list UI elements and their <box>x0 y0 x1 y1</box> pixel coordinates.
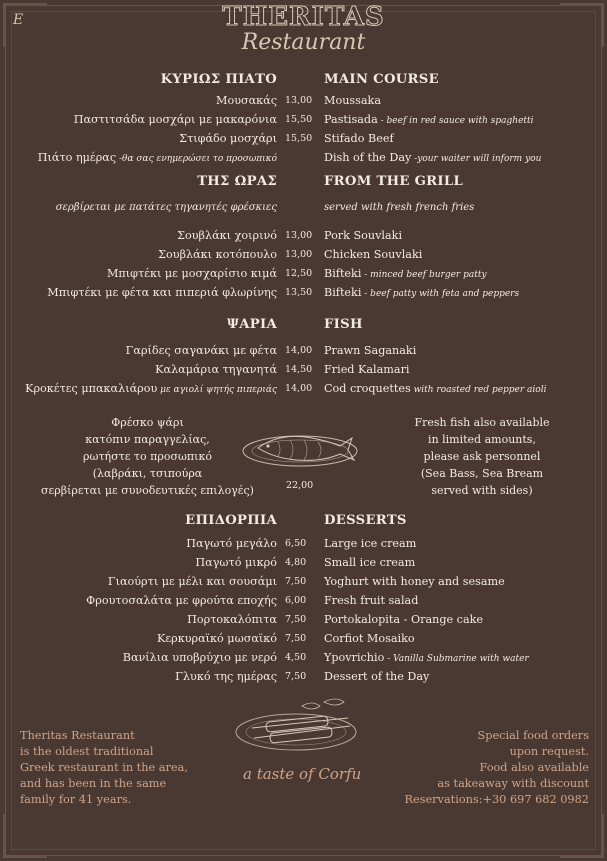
section-subtitle-grill <box>0 198 607 217</box>
item-name-gr: Κροκέτες μπακαλιάρου <box>25 382 158 395</box>
item-note-en: -your waiter will inform you <box>411 154 542 164</box>
fresh-fish-en-line: served with sides) <box>431 484 533 497</box>
footer-info-line: Special food orders <box>477 729 589 742</box>
item-name-en: Stifado Beef <box>324 132 394 145</box>
item-note-en: with roasted red pepper aioli <box>410 385 547 395</box>
menu-item <box>0 245 607 264</box>
item-price: 13,00 <box>285 249 313 260</box>
item-note-en: - minced beef burger patty <box>361 270 487 280</box>
footer-about-line: Theritas Restaurant <box>20 729 135 742</box>
menu-item <box>0 91 607 110</box>
subtitle-gr: σερβίρεται με πατάτες τηγανητές φρέσκιες <box>55 202 277 213</box>
section-title-gr: ΨΑΡΙΑ <box>226 317 277 332</box>
fresh-fish-en-line: in limited amounts, <box>428 433 536 446</box>
item-price: 6,00 <box>285 595 307 606</box>
item-name-en: Ypovrichio <box>324 651 385 664</box>
brand-subtitle: Restaurant <box>241 30 366 55</box>
item-name-en: Dish of the Day <box>324 151 412 164</box>
item-name-gr: Παγωτό μικρό <box>195 556 277 569</box>
section-title-gr: ΕΠΙΔΟΡΠΙΑ <box>185 513 277 528</box>
footer-about-line: and has been in the same <box>20 777 167 790</box>
fresh-fish-gr-line: σερβίρεται με συνοδευτικές επιλογές) <box>41 484 254 497</box>
item-name-en: Fried Kalamari <box>324 363 410 376</box>
section-title-gr: ΚΥΡΙΩΣ ΠΙΑΤΟ <box>160 72 277 87</box>
item-price: 14,50 <box>285 364 313 375</box>
item-price: 7,50 <box>285 576 307 587</box>
item-name-en: Chicken Souvlaki <box>324 248 423 261</box>
item-name-gr: Πορτοκαλόπιτα <box>187 613 277 626</box>
footer-info-line: upon request. <box>509 745 589 758</box>
menu-item <box>0 341 607 360</box>
fresh-fish-en <box>380 414 584 499</box>
menu-item <box>0 360 607 379</box>
item-price: 14,00 <box>285 345 313 356</box>
item-name-en: Prawn Saganaki <box>324 344 417 357</box>
item-price: 14,00 <box>285 383 313 394</box>
menu-item <box>0 572 607 591</box>
item-price: 15,50 <box>285 133 313 144</box>
item-name-en: Yoghurt with honey and sesame <box>324 575 505 588</box>
item-name-en: Fresh fruit salad <box>324 594 419 607</box>
menu-item <box>0 283 607 302</box>
reservations-phone[interactable]: Reservations:+30 697 682 0982 <box>404 793 589 806</box>
footer-about-line: family for 41 years. <box>20 793 132 806</box>
item-note-en: - Vanilla Submarine with water <box>384 654 529 664</box>
item-name-en: Small ice cream <box>324 556 416 569</box>
fresh-fish-price: 22,00 <box>286 480 314 491</box>
item-name-gr: Παγωτό μεγάλο <box>186 537 277 550</box>
item-price: 7,50 <box>285 671 307 682</box>
souvlaki-plate-illustration <box>232 692 364 756</box>
section-header-desserts <box>0 511 607 530</box>
menu-item <box>0 667 607 686</box>
menu-item <box>0 648 607 667</box>
menu-item <box>0 591 607 610</box>
fresh-fish-gr-line: ρωτήστε το προσωπικό <box>83 450 212 463</box>
footer-about <box>20 728 240 808</box>
item-price: 13,50 <box>285 287 313 298</box>
item-name-en: Moussaka <box>324 94 381 107</box>
item-price: 4,80 <box>285 557 307 568</box>
item-price: 7,50 <box>285 633 307 644</box>
item-name-gr: Σουβλάκι κοτόπουλο <box>158 248 277 261</box>
fresh-fish-en-line: (Sea Bass, Sea Bream <box>420 467 544 480</box>
language-badge[interactable]: E <box>13 12 24 28</box>
brand-title: THERITAS <box>222 2 385 32</box>
item-price: 7,50 <box>285 614 307 625</box>
item-name-en: Corfiot Mosaiko <box>324 632 415 645</box>
item-name-gr: Καλαμάρια τηγανητά <box>155 363 277 376</box>
item-note-en: - beef patty with feta and peppers <box>361 289 520 299</box>
item-name-en: Large ice cream <box>324 537 417 550</box>
item-name-gr: Μπιφτέκι με φέτα και πιπεριά φλωρίνης <box>47 286 277 299</box>
item-name-gr: Κερκυραϊκό μωσαϊκό <box>156 632 277 645</box>
item-price: 6,50 <box>285 538 307 549</box>
menu-item <box>0 129 607 148</box>
section-title-gr: ΤΗΣ ΩΡΑΣ <box>197 174 277 189</box>
fresh-fish-gr-line: κατόπιν παραγγελίας, <box>85 433 210 446</box>
fresh-fish-gr <box>20 414 275 499</box>
tagline: a taste of Corfu <box>243 765 362 783</box>
fresh-fish-en-line: Fresh fish also available <box>414 416 550 429</box>
menu-item <box>0 610 607 629</box>
fish-plate-illustration <box>240 424 362 470</box>
item-name-gr: Στιφάδο μοσχάρι <box>179 132 277 145</box>
menu-item <box>0 553 607 572</box>
menu-item <box>0 379 607 398</box>
section-title-en: FROM THE GRILL <box>324 174 464 189</box>
item-note-en: - beef in red sauce with spaghetti <box>377 116 534 126</box>
section-header-fish <box>0 315 607 334</box>
item-name-gr: Μουσακάς <box>216 94 277 107</box>
menu-item <box>0 110 607 129</box>
subtitle-en: served with fresh french fries <box>324 202 475 213</box>
menu-item <box>0 629 607 648</box>
item-name-en: Dessert of the Day <box>324 670 430 683</box>
item-price: 15,50 <box>285 114 313 125</box>
item-name-gr: Παστιτσάδα μοσχάρι με μακαρόνια <box>73 113 277 126</box>
menu-item <box>0 534 607 553</box>
item-name-gr: Σουβλάκι χοιρινό <box>177 229 277 242</box>
item-name-en: Pork Souvlaki <box>324 229 403 242</box>
item-name-gr: Γλυκό της ημέρας <box>175 670 277 683</box>
section-header-main-course <box>0 70 607 89</box>
footer-info <box>359 728 589 808</box>
fresh-fish-gr-line: (λαβράκι, τσιπούρα <box>92 467 203 480</box>
item-name-gr: Πιάτο ημέρας <box>37 151 117 164</box>
item-name-en: Bifteki <box>324 267 362 280</box>
item-name-gr: Μπιφτέκι με μοσχαρίσιο κιμά <box>106 267 277 280</box>
menu-item <box>0 148 607 167</box>
menu-item <box>0 226 607 245</box>
item-name-en: Pastisada <box>324 113 378 126</box>
item-name-en: Cod croquettes <box>324 382 411 395</box>
footer-info-line: as takeaway with discount <box>437 777 589 790</box>
item-name-en: Portokalopita - Orange cake <box>324 613 484 626</box>
item-note-gr: -θα σας ενημερώσει το προσωπικό <box>116 154 277 164</box>
footer-about-line: is the oldest traditional <box>20 745 154 758</box>
section-title-en: FISH <box>324 317 363 332</box>
item-name-en: Bifteki <box>324 286 362 299</box>
fresh-fish-gr-line: Φρέσκο ψάρι <box>111 416 184 429</box>
item-name-gr: Γιαούρτι με μέλι και σουσάμι <box>107 575 277 588</box>
item-price: 13,00 <box>285 95 313 106</box>
section-title-en: MAIN COURSE <box>324 72 439 87</box>
item-note-gr: με αγιολί ψητής πιπεριάς <box>157 385 277 395</box>
item-price: 13,00 <box>285 230 313 241</box>
menu-item <box>0 264 607 283</box>
item-name-gr: Γαρίδες σαγανάκι με φέτα <box>125 344 277 357</box>
item-name-gr: Φρουτοσαλάτα με φρούτα εποχής <box>86 594 277 607</box>
fresh-fish-en-line: please ask personnel <box>423 450 541 463</box>
footer-info-line: Food also available <box>479 761 589 774</box>
item-name-gr: Βανίλια υποβρύχιο με νερό <box>122 651 277 664</box>
section-header-grill <box>0 172 607 191</box>
item-price: 4,50 <box>285 652 307 663</box>
footer-about-line: Greek restaurant in the area, <box>20 761 188 774</box>
section-title-en: DESSERTS <box>324 513 407 528</box>
item-price: 12,50 <box>285 268 313 279</box>
